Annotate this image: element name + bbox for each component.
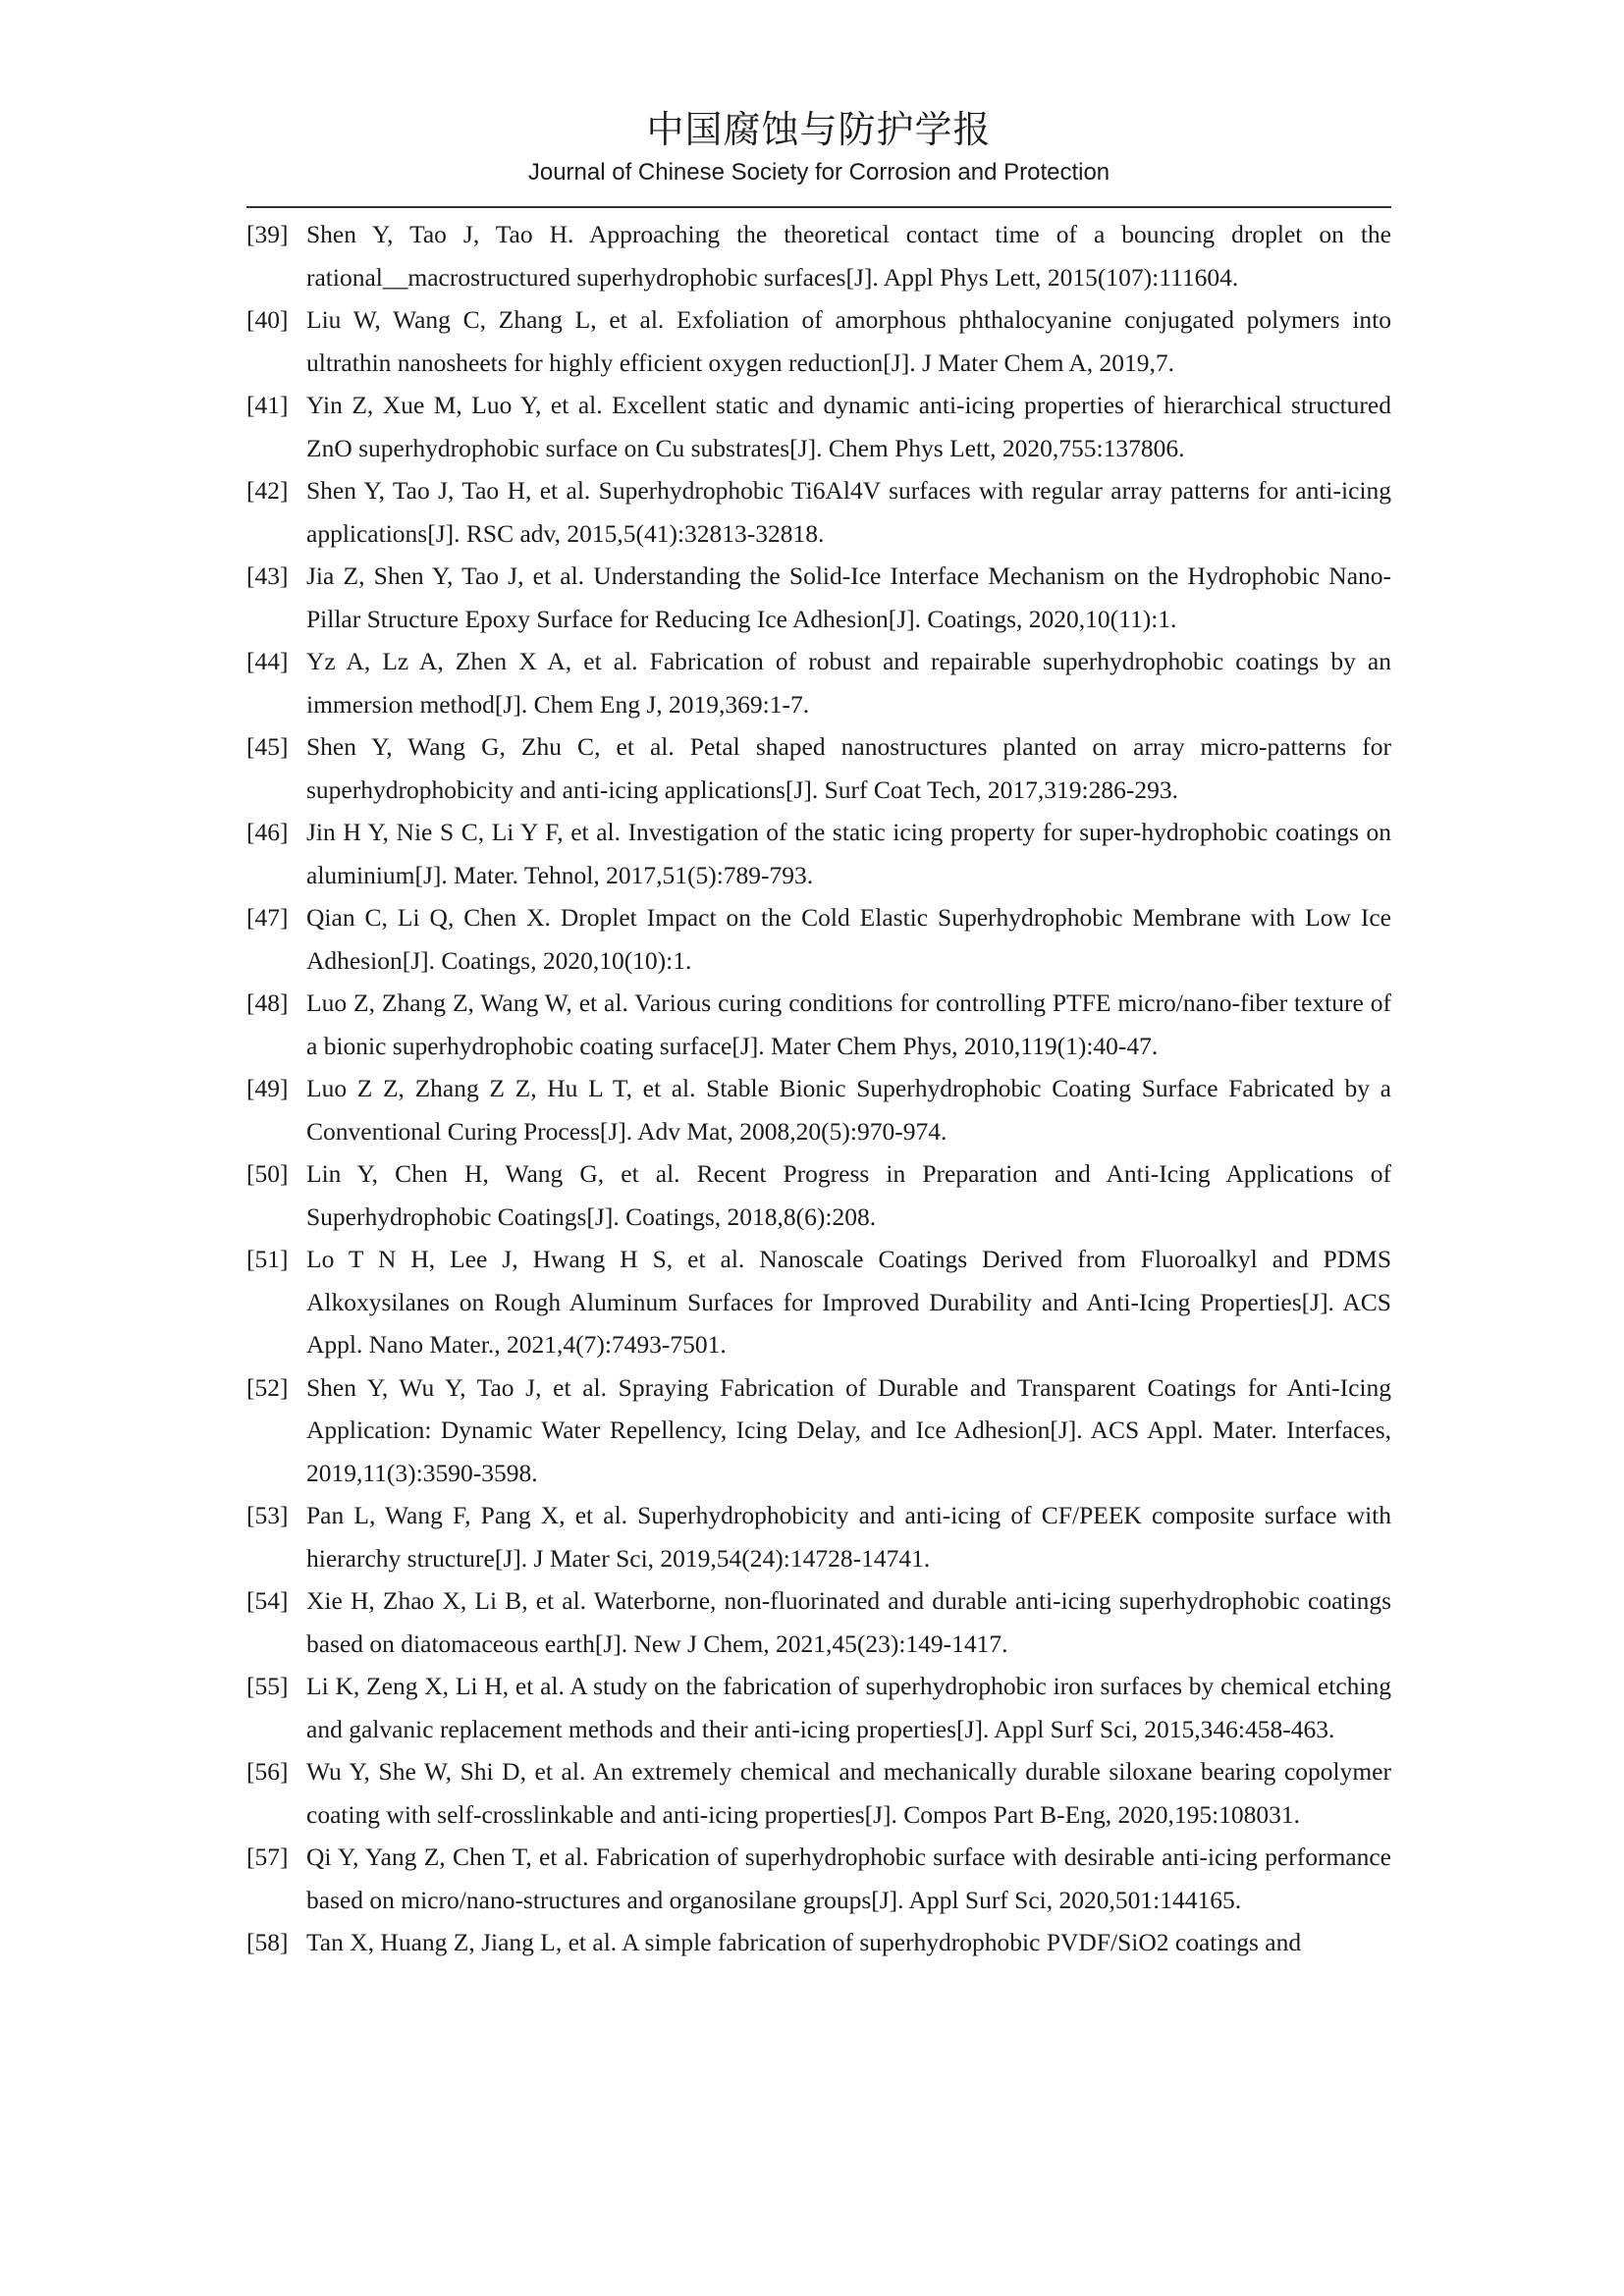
reference-number: [42]: [246, 476, 289, 505]
reference-text: Qian C, Li Q, Chen X. Droplet Impact on the Cold Elastic Superhydrophobic Membrane with Low Ice Adhesion[J]. Coatings, 2020,10(10):1.: [306, 903, 1391, 975]
reference-number: [54]: [246, 1586, 289, 1615]
reference-number: [49]: [246, 1074, 289, 1102]
reference-text: Shen Y, Tao J, Tao H, et al. Superhydrophobic Ti6Al4V surfaces with regular array patterns for anti-icing applications[J]. RSC adv, 2015,5(41):32813-32818.: [306, 476, 1391, 548]
reference-item: [246, 896, 1391, 982]
reference-text: Jia Z, Shen Y, Tao J, et al. Understanding the Solid-Ice Interface Mechanism on the Hydrophobic Nano-Pillar Structure Epoxy Surface for Reducing Ice Adhesion[J]. Coatings, 2020,10(11):1.: [306, 561, 1391, 633]
reference-number: [56]: [246, 1757, 289, 1786]
reference-text: Shen Y, Tao J, Tao H. Approaching the theoretical contact time of a bouncing droplet on the rational__macrostructured superhydrophobic surfaces[J]. Appl Phys Lett, 2015(107):111604.: [306, 220, 1391, 292]
reference-number: [48]: [246, 988, 289, 1017]
reference-item: [246, 298, 1391, 384]
reference-number: [46]: [246, 818, 289, 846]
reference-item: [246, 1152, 1391, 1238]
reference-text: Luo Z, Zhang Z, Wang W, et al. Various curing conditions for controlling PTFE micro/nano-fiber texture of a bionic superhydrophobic coating surface[J]. Mater Chem Phys, 2010,119(1):40-47.: [306, 988, 1391, 1060]
reference-text: Yin Z, Xue M, Luo Y, et al. Excellent static and dynamic anti-icing properties of hierarchical structured ZnO superhydrophobic surface on Cu substrates[J]. Chem Phys Lett, 2020,755:137806.: [306, 391, 1391, 462]
reference-text: Qi Y, Yang Z, Chen T, et al. Fabrication of superhydrophobic surface with desirable anti-icing performance based on micro/nano-structures and organosilane groups[J]. Appl Surf Sci, 2020,501:144165.: [306, 1842, 1391, 1914]
reference-text: Li K, Zeng X, Li H, et al. A study on the fabrication of superhydrophobic iron surfaces by chemical etching and galvanic replacement methods and their anti-icing properties[J]. Appl Surf Sci, 2015,346:458-463.: [306, 1672, 1391, 1743]
reference-item: [246, 555, 1391, 640]
reference-item: [246, 640, 1391, 725]
journal-title-english: Journal of Chinese Society for Corrosion and Protection: [527, 158, 1110, 186]
reference-number: [50]: [246, 1159, 289, 1188]
reference-text: Lin Y, Chen H, Wang G, et al. Recent Progress in Preparation and Anti-Icing Applications of Superhydrophobic Coatings[J]. Coatings, 2018,8(6):208.: [306, 1159, 1391, 1231]
reference-text: Jin H Y, Nie S C, Li Y F, et al. Investigation of the static icing property for super-hydrophobic coatings on aluminium[J]. Mater. Tehnol, 2017,51(5):789-793.: [306, 818, 1391, 889]
reference-number: [57]: [246, 1842, 289, 1871]
reference-item: [246, 725, 1391, 811]
reference-number: [39]: [246, 220, 289, 248]
reference-item: [246, 1665, 1391, 1750]
reference-item: [246, 1579, 1391, 1665]
reference-number: [53]: [246, 1501, 289, 1529]
reference-number: [43]: [246, 561, 289, 590]
reference-number: [47]: [246, 903, 289, 932]
page-header: [246, 110, 1391, 186]
reference-list: [246, 213, 1391, 1964]
reference-number: [58]: [246, 1928, 289, 1956]
reference-number: [40]: [246, 305, 289, 334]
reference-text: Lo T N H, Lee J, Hwang H S, et al. Nanoscale Coatings Derived from Fluoroalkyl and PDMS Alkoxysilanes on Rough Aluminum Surfaces for Improved Durability and Anti-Icing Properties[J]. ACS Appl. Nano Mater., 2021,4(7):7493-7501.: [306, 1245, 1391, 1359]
reference-text: Pan L, Wang F, Pang X, et al. Superhydrophobicity and anti-icing of CF/PEEK composite surface with hierarchy structure[J]. J Mater Sci, 2019,54(24):14728-14741.: [306, 1501, 1391, 1573]
reference-item: [246, 469, 1391, 555]
reference-item: [246, 1366, 1391, 1495]
reference-item: [246, 811, 1391, 896]
reference-number: [45]: [246, 732, 289, 761]
reference-item: [246, 213, 1391, 298]
reference-number: [51]: [246, 1245, 289, 1273]
header-divider: [246, 206, 1391, 208]
reference-item: [246, 1836, 1391, 1921]
reference-text: Xie H, Zhao X, Li B, et al. Waterborne, non-fluorinated and durable anti-icing superhydrophobic coatings based on diatomaceous earth[J]. New J Chem, 2021,45(23):149-1417.: [306, 1586, 1391, 1658]
reference-number: [55]: [246, 1672, 289, 1700]
reference-item: [246, 1750, 1391, 1836]
reference-text: Yz A, Lz A, Zhen X A, et al. Fabrication of robust and repairable superhydrophobic coatings by an immersion method[J]. Chem Eng J, 2019,369:1-7.: [306, 647, 1391, 719]
reference-item: [246, 384, 1391, 469]
reference-text: Liu W, Wang C, Zhang L, et al. Exfoliation of amorphous phthalocyanine conjugated polymers into ultrathin nanosheets for highly efficient oxygen reduction[J]. J Mater Chem A, 2019,7.: [306, 305, 1391, 377]
reference-item: [246, 982, 1391, 1067]
reference-number: [44]: [246, 647, 289, 675]
reference-item: [246, 1067, 1391, 1152]
reference-item: [246, 1921, 1391, 1964]
reference-item: [246, 1238, 1391, 1366]
reference-text: Shen Y, Wu Y, Tao J, et al. Spraying Fabrication of Durable and Transparent Coatings for Anti-Icing Application: Dynamic Water Repellency, Icing Delay, and Ice Adhesion[J]. ACS Appl. Mater. Interfaces, 2019,11(3):3590-3598.: [306, 1372, 1391, 1487]
reference-item: [246, 1494, 1391, 1579]
reference-text: Tan X, Huang Z, Jiang L, et al. A simple fabrication of superhydrophobic PVDF/SiO2 coatings and: [306, 1928, 1302, 1956]
reference-text: Wu Y, She W, Shi D, et al. An extremely chemical and mechanically durable siloxane bearing copolymer coating with self-crosslinkable and anti-icing properties[J]. Compos Part B-Eng, 2020,195:108031.: [306, 1757, 1391, 1829]
journal-title-chinese: 中国腐蚀与防护学报: [646, 108, 992, 151]
reference-number: [41]: [246, 391, 289, 419]
reference-number: [52]: [246, 1372, 289, 1402]
reference-text: Shen Y, Wang G, Zhu C, et al. Petal shaped nanostructures planted on array micro-patterns for superhydrophobicity and anti-icing applications[J]. Surf Coat Tech, 2017,319:286-293.: [306, 732, 1391, 804]
reference-text: Luo Z Z, Zhang Z Z, Hu L T, et al. Stable Bionic Superhydrophobic Coating Surface Fabricated by a Conventional Curing Process[J]. Adv Mat, 2008,20(5):970-974.: [306, 1074, 1391, 1146]
